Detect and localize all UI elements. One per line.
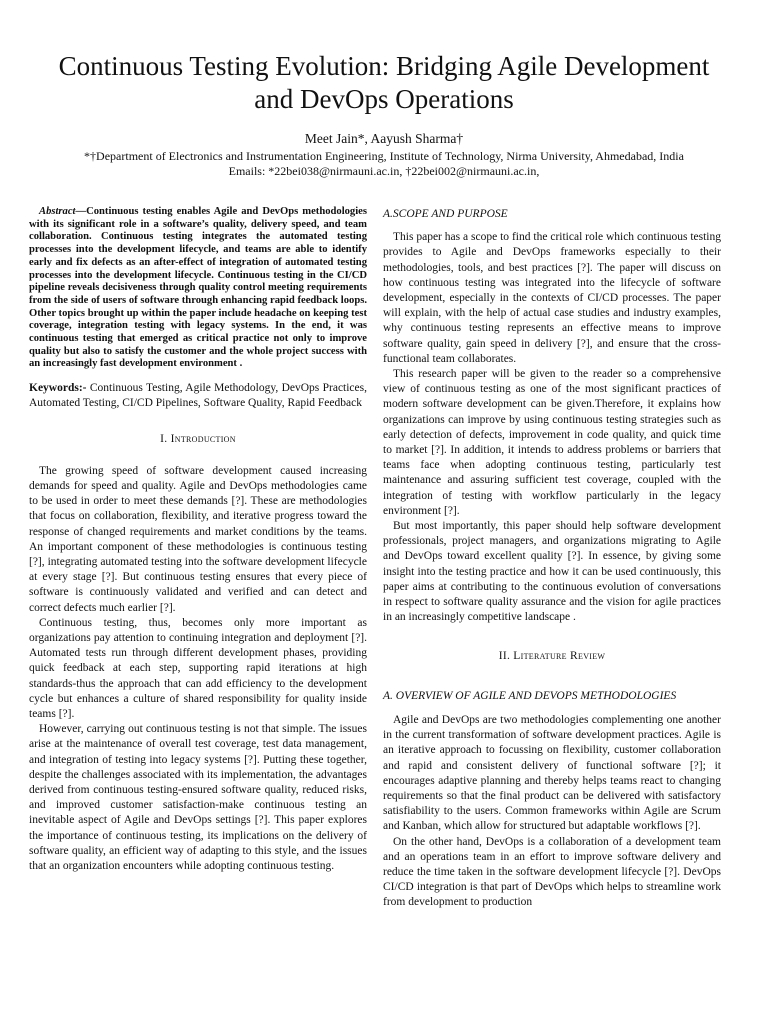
paper-authors: Meet Jain*, Aayush Sharma† bbox=[304, 131, 464, 146]
keywords bbox=[29, 381, 367, 411]
paper-affiliation: *†Department of Electronics and Instrumentation Engineering, Institute of Technology, Nirma University, Ahmedabad, India bbox=[84, 149, 684, 163]
intro-paragraph-1: The growing speed of software development caused increasing demands for speed and quality. Agile and DevOps methodologies came to be used in order to meet these demands [?]. These are methodologies that focus on collaboration, flexibility, and iterative progress toward the response of changed requirements and market conditions by the teams. An important component of these methodologies is continuous testing [?], integrating automated testing into the software development lifecycle at every stage [?]. But continuous testing ensures that every piece of software is continuously validated and verified and can detect and correct defects much earlier [?]. bbox=[29, 464, 367, 614]
keywords-text: Continuous Testing, Agile Methodology, DevOps Practices, Automated Testing, CI/CD Pipelines, Software Quality, Rapid Feedback bbox=[29, 382, 367, 410]
right-column bbox=[383, 206, 721, 911]
subsection-heading-scope: A.SCOPE AND PURPOSE bbox=[383, 208, 508, 220]
subsection-heading-overview: A. OVERVIEW OF AGILE AND DEVOPS METHODOLOGIES bbox=[383, 689, 677, 702]
abstract bbox=[29, 206, 367, 371]
intro-paragraph-3: However, carrying out continuous testing is not that simple. The issues arise at the maintenance of overall test coverage, test data management, and integration of testing into legacy systems [?]. Putting these together, despite the challenges associated with its implementation, the advantages derived from continuous testing-ensured software quality, reduced risks, and improved customer satisfaction-make continuous testing an inevitable aspect of Agile and DevOps settings [?]. This paper explores the importance of continuous testing, its implications on the delivery of software quality, an efficient way of adapting to this style, and the issues that an organization encounters while adopting continuous testing. bbox=[29, 723, 367, 873]
lit-paragraph-2: On the other hand, DevOps is a collaboration of a development team and an operations team in an effort to improve software delivery and reduce the time taken in the software development lifecycle [?]. DevOps CI/CD integration is that part of DevOps which helps to streamline work from development to production bbox=[383, 835, 721, 909]
keywords-label: Keywords:- bbox=[29, 382, 87, 395]
scope-paragraph-1: This paper has a scope to find the critical role which continuous testing provides to Agile and DevOps frameworks especially to their methodologies, tools, and best practices [?]. The paper will discuss on how continuous testing was integrated into the lifecycle of software development, especially in the contexts of CI/CD processes. The paper will explain, with the help of actual case studies and industry examples, why continuous testing represents an effective means to improve software quality, gain speed in delivery [?], and ensure that the cross-functional team collaborates. bbox=[383, 231, 721, 365]
section-heading-literature-review: II. Literature Review bbox=[498, 650, 606, 663]
section-heading-introduction: I. Introduction bbox=[160, 432, 236, 445]
abstract-label: Abstract bbox=[39, 206, 76, 217]
lit-paragraph-1: Agile and DevOps are two methodologies complementing one another in the current transformation of software development practices. Agile is an iterative approach to focussing on flexibility, customer collaboration and rapid and consistent delivery of functional software [?]; it encourages adaptive planning and thereby helps teams react to changing requirements so that the final product can be delivered with satisfactory satisfiability to the users. Common frameworks within Agile are Scrum and Kanban, which allow for structured but adaptable workflows [?]. bbox=[383, 713, 721, 833]
paper-title: Continuous Testing Evolution: Bridging Agile Development and DevOps Operations bbox=[58, 51, 710, 114]
intro-paragraph-2: Continuous testing, thus, becomes only more important as organizations pay attention to continuing integration and deployment [?]. Automated tests run through different development phases, providing quick feedback at each step, supporting rapid iterations at high standards-thus the approach that can add efficiency to the development cycle but enhances a culture of shared responsibility for quality inside teams [?]. bbox=[29, 616, 367, 720]
abstract-text: —Continuous testing enables Agile and DevOps methodologies with its significant role in a software’s quality, delivery speed, and team collaboration. Continuous testing integrates the automated testing processes into the development lifecycle, and teams are able to identify early and fix defects as an after-effect of integration of automated testing processes into the development lifecycle. Continuous testing in the CI/CD pipeline reveals decisiveness through quality control meeting requirements from the side of users of software through enhancing rapid feedback loops. Other topics brought up within the paper include headache on keeping test coverage, integration testing with legacy systems. In the end, it was continuous testing that emerged as critical practice not only to improve quality but also to satisfy the customer and the whole project success with an increasingly fast development environment . bbox=[29, 206, 367, 370]
left-column bbox=[29, 206, 367, 874]
paper-emails: Emails: *22bei038@nirmauni.ac.in, †22bei002@nirmauni.ac.in, bbox=[228, 164, 540, 178]
scope-paragraph-3: But most importantly, this paper should help software development professionals, project managers, and organizations migrating to Agile and DevOps toward excellent quality [?]. In essence, by giving some insight into the testing practice and how it can be used continuously, this paper aims at contributing to the continuous evolution of conversations in respect to software quality assurance and the vision for agile practices in an increasingly competitive landscape . bbox=[383, 520, 721, 624]
scope-paragraph-2: This research paper will be given to the reader so a comprehensive view of continuous testing as one of the most significant practices of modern software development can be given.Therefore, it explains how organizations can improve by using continuous testing strategies such as early detection of defects, improvement in code quality, and quick time to market [?]. In addition, it intends to address problems or barriers that teams face when adopting continuous testing, particularly test maintenance and assuring sufficient test coverage, coupled with the integration of testing with workflow particularly in the legacy environment [?]. bbox=[383, 368, 721, 517]
